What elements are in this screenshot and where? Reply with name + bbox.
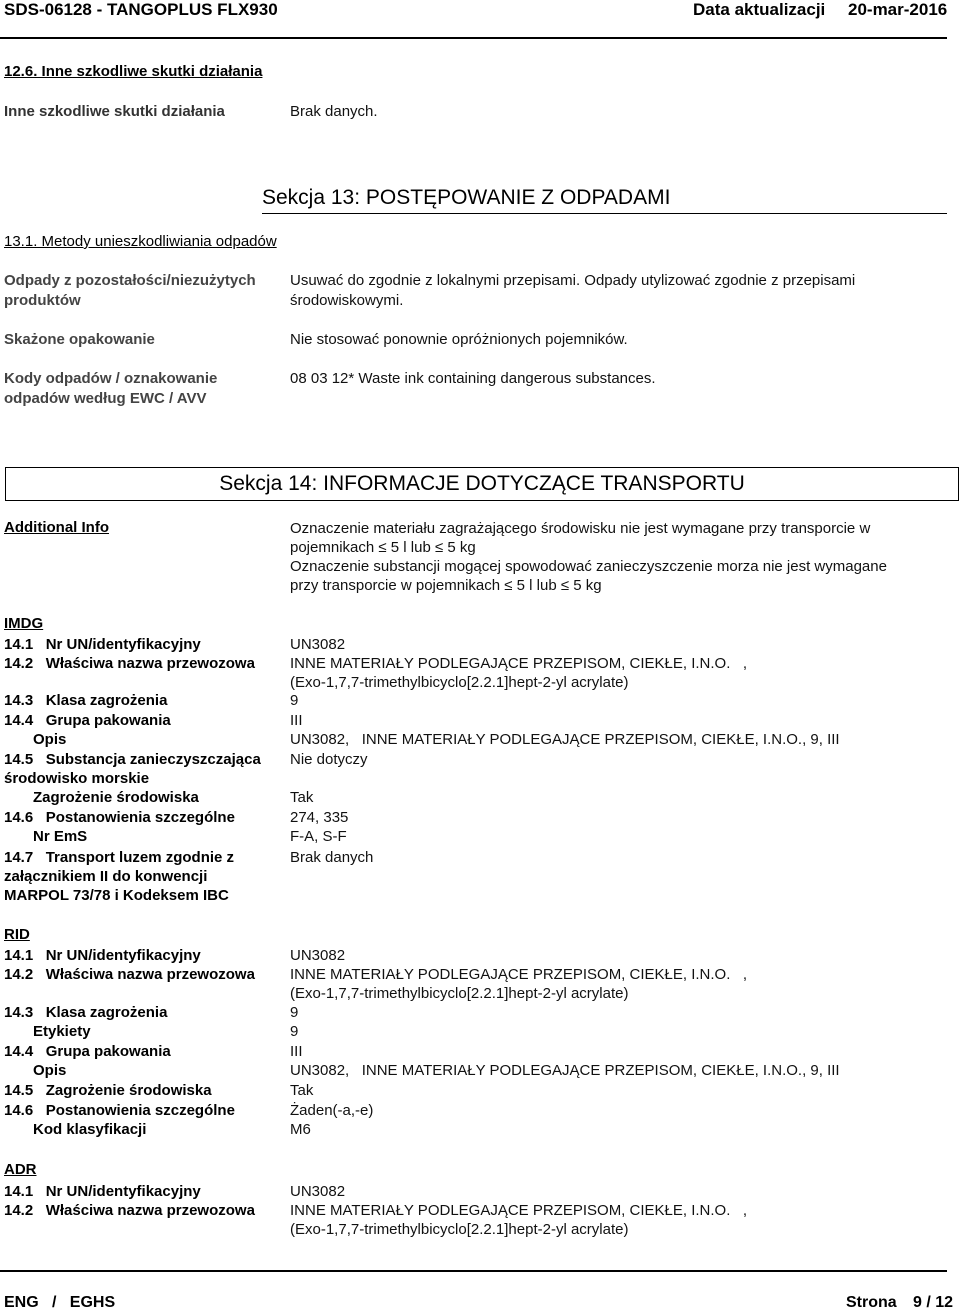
subsection-12-6-heading: 12.6. Inne szkodliwe skutki działania [4,63,263,80]
imdg-group-value: III [290,712,303,729]
imdg-name-value-line1: INNE MATERIAŁY PODLEGAJĄCE PRZEPISOM, CIEKŁE, I.N.O. , [290,655,748,672]
imdg-bulk-label-line3: MARPOL 73/78 i Kodeksem IBC [4,887,229,904]
additional-info-line3: Oznaczenie substancji mogącej spowodować zanieczyszczenie morza nie jest wymagane [290,558,887,575]
rid-name-value-line2: (Exo-1,7,7-trimethylbicyclo[2.2.1]hept-2-yl acrylate) [290,985,629,1002]
imdg-ems-label: Nr EmS [33,828,88,845]
imdg-special-value: 274, 335 [290,809,349,826]
imdg-un-label: 14.1 Nr UN/identyfikacyjny [4,636,201,653]
additional-info-line2: pojemnikach ≤ 5 l lub ≤ 5 kg [290,539,476,556]
imdg-desc-label: Opis [33,731,67,748]
adr-heading: ADR [4,1161,37,1178]
imdg-env-value: Tak [290,789,314,806]
rid-un-value: UN3082 [290,947,346,964]
document-code-title: SDS-06128 - TANGOPLUS FLX930 [4,0,278,19]
rid-special-value: Żaden(-a,-e) [290,1102,374,1119]
rid-heading: RID [4,926,30,943]
additional-info-line1: Oznaczenie materiału zagrażającego środowisku nie jest wymagane przy transporcie w [290,520,871,537]
section-13-rule [262,213,947,214]
adr-un-value: UN3082 [290,1183,346,1200]
adr-un-label: 14.1 Nr UN/identyfikacyjny [4,1183,201,1200]
residue-label-line2: produktów [4,292,81,309]
imdg-marine-value: Nie dotyczy [290,751,368,768]
rid-env-label: 14.5 Zagrożenie środowiska [4,1082,212,1099]
imdg-ems-value: F-A, S-F [290,828,347,845]
section-13-title: Sekcja 13: POSTĘPOWANIE Z ODPADAMI [262,186,671,209]
rid-un-label: 14.1 Nr UN/identyfikacyjny [4,947,201,964]
rid-name-label: 14.2 Właściwa nazwa przewozowa [4,966,255,983]
imdg-special-label: 14.6 Postanowienia szczególne [4,809,235,826]
adr-name-label: 14.2 Właściwa nazwa przewozowa [4,1202,255,1219]
rid-code-value: M6 [290,1121,311,1138]
footer-page-number: 9 / 12 [913,1294,954,1311]
imdg-desc-value: UN3082, INNE MATERIAŁY PODLEGAJĄCE PRZEPISOM, CIEKŁE, I.N.O., 9, III [290,731,840,748]
additional-info-line4: przy transporcie w pojemnikach ≤ 5 l lub ≤ 5 kg [290,577,602,594]
rid-class-label: 14.3 Klasa zagrożenia [4,1004,168,1021]
rid-desc-label: Opis [33,1062,67,1079]
imdg-group-label: 14.4 Grupa pakowania [4,712,171,729]
imdg-env-label: Zagrożenie środowiska [33,789,199,806]
imdg-marine-label-line1: 14.5 Substancja zanieczyszczająca [4,751,261,768]
waste-codes-label-line2: odpadów według EWC / AVV [4,390,207,407]
other-effects-label: Inne szkodliwe skutki działania [4,103,225,120]
imdg-class-label: 14.3 Klasa zagrożenia [4,692,168,709]
additional-info-label: Additional Info [4,519,109,536]
residue-value-line1: Usuwać do zgodnie z lokalnymi przepisami. Odpady utylizować zgodnie z przepisami [290,272,856,289]
contaminated-packaging-label: Skażone opakowanie [4,331,155,348]
contaminated-packaging-value: Nie stosować ponownie opróżnionych pojemników. [290,331,628,348]
imdg-marine-label-line2: środowisko morskie [4,770,150,787]
footer-rule [0,1270,947,1272]
rid-code-label: Kod klasyfikacji [33,1121,147,1138]
imdg-name-value-line2: (Exo-1,7,7-trimethylbicyclo[2.2.1]hept-2-yl acrylate) [290,674,629,691]
rid-desc-value: UN3082, INNE MATERIAŁY PODLEGAJĄCE PRZEPISOM, CIEKŁE, I.N.O., 9, III [290,1062,840,1079]
adr-name-value-line2: (Exo-1,7,7-trimethylbicyclo[2.2.1]hept-2-yl acrylate) [290,1221,629,1238]
imdg-un-value: UN3082 [290,636,346,653]
header-rule [0,37,947,39]
imdg-name-label: 14.2 Właściwa nazwa przewozowa [4,655,255,672]
imdg-bulk-label-line1: 14.7 Transport luzem zgodnie z [4,849,235,866]
footer-language: ENG / EGHS [4,1294,116,1311]
rid-special-label: 14.6 Postanowienia szczególne [4,1102,235,1119]
waste-codes-label-line1: Kody odpadów / oznakowanie [4,370,218,387]
residue-label-line1: Odpady z pozostałości/niezużytych [4,272,256,289]
rid-group-value: III [290,1043,303,1060]
imdg-class-value: 9 [290,692,299,709]
rid-class-value: 9 [290,1004,299,1021]
imdg-bulk-value: Brak danych [290,849,374,866]
revision-date: 20-mar-2016 [848,0,948,19]
subsection-13-1-heading: 13.1. Metody unieszkodliwiania odpadów [4,233,277,250]
adr-name-value-line1: INNE MATERIAŁY PODLEGAJĄCE PRZEPISOM, CIEKŁE, I.N.O. , [290,1202,748,1219]
section-14-title: Sekcja 14: INFORMACJE DOTYCZĄCE TRANSPORTU [5,467,959,501]
imdg-bulk-label-line2: załącznikiem II do konwencji [4,868,208,885]
waste-codes-value: 08 03 12* Waste ink containing dangerous substances. [290,370,656,387]
revision-date-label: Data aktualizacji [693,0,826,19]
rid-group-label: 14.4 Grupa pakowania [4,1043,171,1060]
rid-labels-label: Etykiety [33,1023,91,1040]
footer-page-label: Strona [846,1294,897,1311]
other-effects-value: Brak danych. [290,103,378,120]
residue-value-line2: środowiskowymi. [290,292,404,309]
rid-name-value-line1: INNE MATERIAŁY PODLEGAJĄCE PRZEPISOM, CIEKŁE, I.N.O. , [290,966,748,983]
imdg-heading: IMDG [4,615,44,632]
rid-labels-value: 9 [290,1023,299,1040]
rid-env-value: Tak [290,1082,314,1099]
